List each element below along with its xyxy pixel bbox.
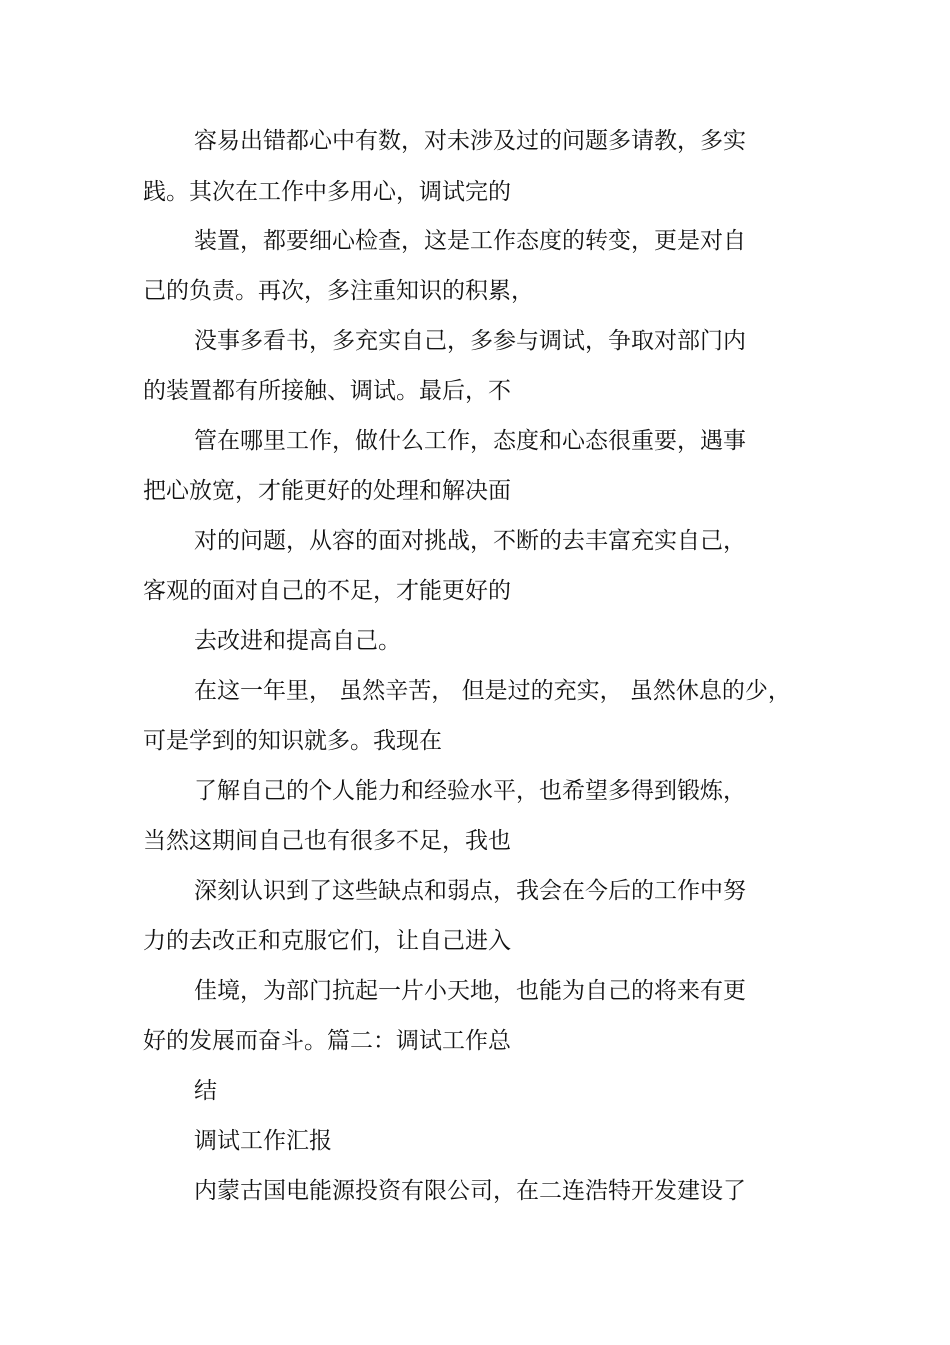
text-line: 好的发展而奋斗。篇二：调试工作总 (143, 1028, 511, 1054)
text-line: 对的问题，从容的面对挑战，不断的去丰富充实自己， (194, 528, 746, 554)
text-line: 去改进和提高自己。 (194, 628, 401, 654)
section-heading: 调试工作汇报 (194, 1128, 332, 1154)
text-line: 的装置都有所接触、调试。最后，不 (143, 378, 511, 404)
text-line: 装置，都要细心检查，这是工作态度的转变，更是对自 (194, 228, 746, 254)
text-line: 践。其次在工作中多用心，调试完的 (143, 179, 511, 205)
text-line: 己的负责。再次，多注重知识的积累， (143, 278, 534, 304)
text-line: 力的去改正和克服它们，让自己进入 (143, 928, 511, 954)
text-line: 客观的面对自己的不足，才能更好的 (143, 578, 511, 604)
text-line: 深刻认识到了这些缺点和弱点，我会在今后的工作中努 (194, 878, 746, 904)
text-line: 佳境，为部门抗起一片小天地，也能为自己的将来有更 (194, 978, 746, 1004)
text-line: 容易出错都心中有数，对未涉及过的问题多请教，多实 (194, 128, 746, 154)
text-line: 当然这期间自己也有很多不足，我也 (143, 828, 511, 854)
text-line: 把心放宽，才能更好的处理和解决面 (143, 478, 511, 504)
text-line: 结 (194, 1078, 217, 1104)
text-line: 了解自己的个人能力和经验水平，也希望多得到锻炼， (194, 778, 746, 804)
text-line: 在这一年里， 虽然辛苦， 但是过的充实， 虽然休息的少， (194, 678, 791, 704)
text-line: 没事多看书，多充实自己，多参与调试，争取对部门内 (194, 328, 746, 354)
text-line: 内蒙古国电能源投资有限公司，在二连浩特开发建设了 (194, 1178, 746, 1204)
text-line: 管在哪里工作，做什么工作，态度和心态很重要，遇事 (194, 428, 746, 454)
text-line: 可是学到的知识就多。我现在 (143, 728, 442, 754)
